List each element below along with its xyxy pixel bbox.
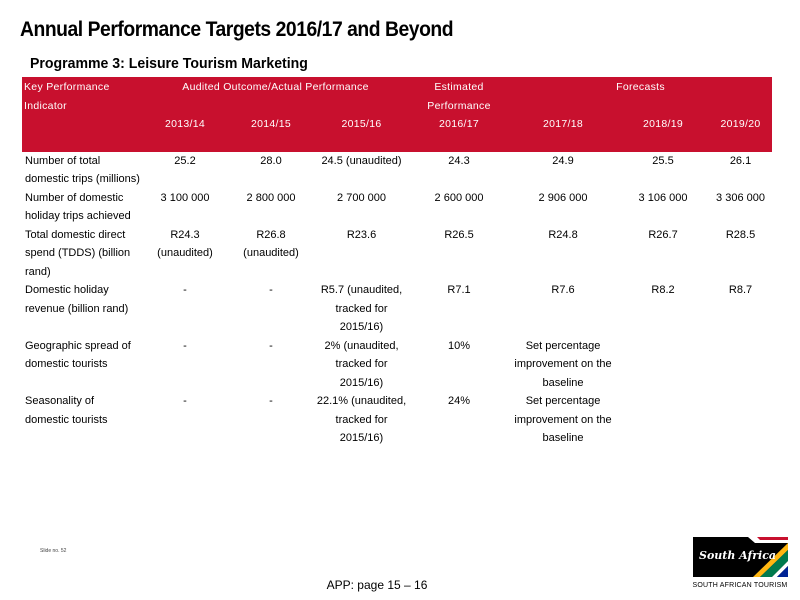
value-cell: R26.5 xyxy=(444,228,474,241)
logo-script-text: South Africa xyxy=(699,549,777,562)
year-2017-18: 2017/18 xyxy=(542,118,584,130)
value-cell: - xyxy=(183,395,187,407)
value-cell: R8.7 xyxy=(728,284,753,296)
table-row xyxy=(22,392,772,448)
year-2019-20: 2019/20 xyxy=(720,118,761,130)
header-estimated: Estimated Performance xyxy=(427,81,491,112)
value-cell: 28.0 xyxy=(260,154,282,167)
header-forecasts: Forecasts xyxy=(616,81,665,93)
value-cell: R8.2 xyxy=(651,284,675,296)
value-cell: 3 106 000 xyxy=(638,191,688,204)
value-cell: Set percentage improvement on the baseline xyxy=(514,339,612,389)
value-cell xyxy=(709,337,772,393)
value-cell: 25.2 xyxy=(174,154,196,167)
value-cell: 10% xyxy=(448,339,471,352)
performance-targets-table xyxy=(22,77,772,448)
value-cell: 2 906 000 xyxy=(538,191,588,204)
year-2015-16: 2015/16 xyxy=(341,118,382,130)
page-subtitle: Programme 3: Leisure Tourism Marketing xyxy=(30,55,308,72)
year-2014-15: 2014/15 xyxy=(250,118,292,130)
logo-caption: SOUTH AFRICAN TOURISM xyxy=(692,582,788,589)
table-row xyxy=(22,337,772,393)
kpi-cell: Domestic holiday revenue (billion rand) xyxy=(25,284,129,315)
value-cell: R7.1 xyxy=(447,284,471,296)
page-footer: APP: page 15 – 16 xyxy=(326,578,428,592)
value-cell: R28.5 xyxy=(725,228,756,241)
kpi-cell: Seasonality of domestic tourists xyxy=(25,395,108,426)
value-cell: 3 100 000 xyxy=(160,191,210,204)
year-2013-14: 2013/14 xyxy=(164,118,206,130)
value-cell: 2% (unaudited, tracked for 2015/16) xyxy=(324,339,399,389)
kpi-cell: Number of total domestic trips (millions) xyxy=(25,154,140,185)
table-row xyxy=(22,226,772,282)
slide-number: Slide no. 52 xyxy=(40,548,67,554)
value-cell: 2 600 000 xyxy=(434,191,484,204)
value-cell xyxy=(617,392,709,448)
year-2016-17: 2016/17 xyxy=(438,118,480,130)
value-cell: 22.1% (unaudited, tracked for 2015/16) xyxy=(316,395,407,444)
value-cell: R5.7 (unaudited, tracked for 2015/16) xyxy=(320,284,403,333)
flag-red-stripe xyxy=(757,537,788,540)
south-africa-logo xyxy=(693,537,788,577)
value-cell: - xyxy=(183,339,187,352)
header-audited: Audited Outcome/Actual Performance xyxy=(182,81,369,93)
page-title: Annual Performance Targets 2016/17 and Beyond xyxy=(20,18,454,41)
value-cell: R26.8 (unaudited) xyxy=(243,228,299,259)
value-cell: 24.9 xyxy=(552,154,574,167)
value-cell: R23.6 xyxy=(346,228,377,241)
value-cell: 3 306 000 xyxy=(716,191,765,204)
value-cell: R7.6 xyxy=(551,284,575,296)
value-cell: 26.1 xyxy=(729,154,752,167)
value-cell: - xyxy=(269,395,273,407)
value-cell: R26.7 xyxy=(648,228,678,241)
value-cell: - xyxy=(269,284,273,296)
value-cell: - xyxy=(183,284,187,296)
value-cell: 2 700 000 xyxy=(337,191,386,204)
value-cell: R24.8 xyxy=(548,228,578,241)
table-row xyxy=(22,281,772,337)
value-cell: 24% xyxy=(448,395,471,407)
value-cell: Set percentage improvement on the baseline xyxy=(514,395,612,444)
value-cell xyxy=(709,392,772,448)
kpi-cell: Geographic spread of domestic tourists xyxy=(25,339,131,370)
value-cell xyxy=(617,337,709,393)
kpi-cell: Number of domestic holiday trips achieved xyxy=(25,191,131,222)
value-cell: 24.5 (unaudited) xyxy=(321,154,402,167)
table-header-row xyxy=(22,77,772,115)
table-row xyxy=(22,189,772,226)
kpi-cell: Total domestic direct spend (TDDS) (billion rand) xyxy=(25,228,131,278)
value-cell: - xyxy=(269,339,273,352)
value-cell: R24.3 (unaudited) xyxy=(157,228,213,259)
header-kpi: Key Performance Indicator xyxy=(24,81,110,112)
value-cell: 2 800 000 xyxy=(246,191,296,204)
year-2018-19: 2018/19 xyxy=(642,118,684,130)
value-cell: 25.5 xyxy=(652,154,674,167)
value-cell: 24.3 xyxy=(448,154,470,167)
table-row xyxy=(22,152,772,189)
